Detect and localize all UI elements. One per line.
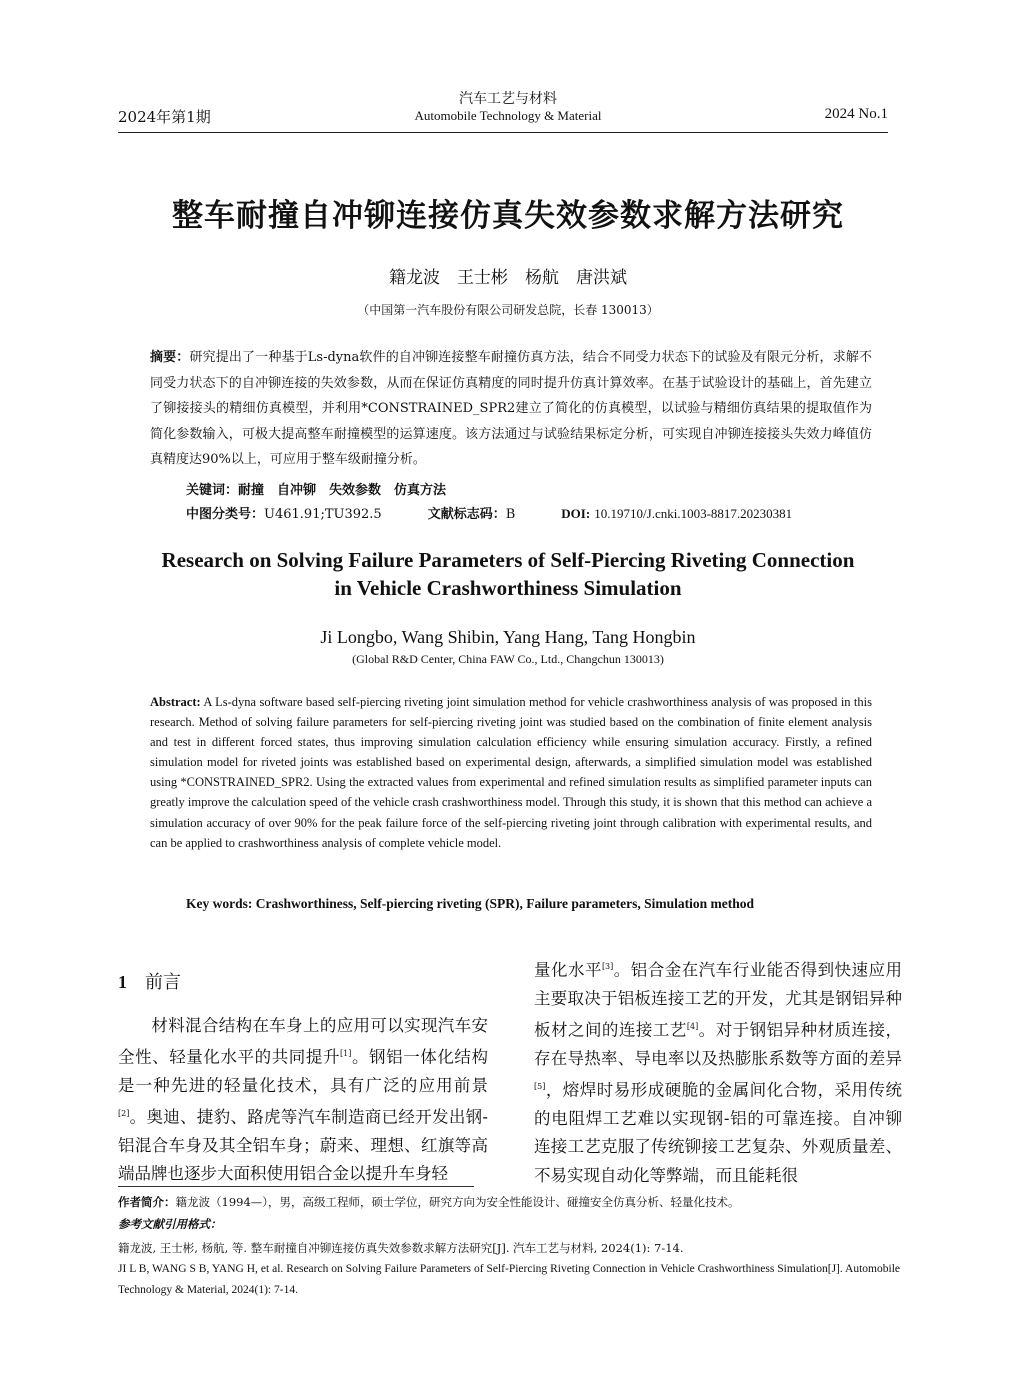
ref-5[interactable]: [5]: [534, 1082, 546, 1092]
affiliation-cn: （中国第一汽车股份有限公司研发总院，长春 130013）: [357, 303, 659, 317]
citation-en: JI L B, WANG S B, YANG H, et al. Research on Solving Failure Parameters of Self-Piercing Riveting Connection in Vehicle Crashworthiness Simulation[J]. Automobile Technology & Material, 2024(1): 7-14.: [118, 1263, 900, 1296]
abstract-en: [150, 692, 872, 853]
section-number: 1: [118, 972, 127, 992]
body-left-p2: 。钢铝一体化结构是一种先进的轻量化技术，具有广泛的应用前景: [118, 1047, 489, 1096]
doi-label: DOI:: [561, 506, 591, 521]
keywords-cn-text: 耐撞 自冲铆 失效参数 仿真方法: [238, 483, 447, 498]
clc-label: 中图分类号：: [186, 507, 265, 522]
body-right-p3: 。对于钢铝异种材质连接，存在导热率、导电率以及热膨胀系数等方面的差异: [534, 1020, 903, 1068]
doc-code-label: 文献标志码：: [427, 507, 506, 522]
clc-value: U461.91;TU392.5: [264, 507, 382, 522]
footnote-author-label: 作者简介：: [118, 1195, 176, 1209]
footnote-rule: [118, 1186, 474, 1187]
header-journal-cn: 汽车工艺与材料: [459, 91, 557, 107]
header-rule: [118, 132, 888, 133]
body-right-p2: 。铝合金在汽车行业能否得到快速应用主要取决于铝板连接工艺的开发，尤其是钢铝异种板材之间的连接工艺: [534, 960, 903, 1040]
section-heading: [118, 968, 181, 994]
ref-3[interactable]: [3]: [601, 962, 614, 971]
keywords-cn-label: 关键词：: [186, 483, 239, 498]
keywords-cn: [186, 479, 446, 498]
classification-row: [186, 503, 886, 522]
footnote-author: [118, 1192, 900, 1213]
abstract-en-text: A Ls-dyna software based self-piercing riveting joint simulation method for vehicle crashworthiness analysis of was proposed in this research. Method of solving failure parameters for self-piercing riveting joint was studied based on the combination of finite element analysis and test in different forced states, thus improving simulation calculation efficiency while ensuring simulation accuracy. Firstly, a refined simulation model for riveted joints was established based on experimental design, afterwards, a simplified simulation model was established using *CONSTRAINED_SPR2. Using the extracted values from experimental and refined simulation results as simplified parameter inputs can greatly improve the calculation speed of the vehicle crash crashworthiness model. Through this study, it is shown that this method can achieve a simulation accuracy of over 90% for the peak failure force of the self-piercing riveting joint through calibration with experimental results, and can be applied to crashworthiness analysis of complete vehicle model.: [150, 695, 872, 850]
paper-title-en: Research on Solving Failure Parameters of Self-Piercing Riveting Connection in Vehicle Crashworthiness Simulation: [161, 548, 855, 600]
footnote-author-text: 籍龙波（1994—），男，高级工程师，硕士学位，研究方向为安全性能设计、碰撞安全仿真分析、轻量化技术。: [175, 1195, 740, 1209]
header-issue-cn: 2024年第1期: [118, 108, 211, 126]
ref-4[interactable]: [4]: [686, 1022, 699, 1032]
paper-title-cn: 整车耐撞自冲铆连接仿真失效参数求解方法研究: [172, 198, 844, 234]
abstract-cn-label: 摘要：: [150, 350, 190, 365]
abstract-cn: [150, 345, 872, 473]
keywords-en-label: Key words:: [186, 896, 253, 911]
doc-code-value: B: [505, 507, 516, 522]
doi-value[interactable]: 10.19710/J.cnki.1003-8817.20230381: [594, 506, 793, 521]
abstract-en-label: Abstract:: [150, 695, 201, 709]
body-column-right: [534, 953, 902, 1190]
citation-format-label: 参考文献引用格式：: [118, 1217, 222, 1231]
citation-cn: 籍龙波, 王士彬, 杨航, 等. 整车耐撞自冲铆连接仿真失效参数求解方法研究[J]. 汽车工艺与材料, 2024(1): 7-14.: [118, 1241, 684, 1255]
body-column-left: [118, 1012, 488, 1189]
body-left-p1: 材料混合结构在车身上的应用可以实现汽车安全性、轻量化水平的共同提升: [118, 1016, 488, 1067]
abstract-cn-text: 研究提出了一种基于Ls-dyna软件的自冲铆连接整车耐撞仿真方法，结合不同受力状态下的试验及有限元分析，求解不同受力状态下的自冲铆连接的失效参数，从而在保证仿真精度的同时提升仿真计算效率。在基于试验设计的基础上，首先建立了铆接接头的精细仿真模型，并利用*CONSTRAINED_SPR2建立了简化的仿真模型，以试验与精细仿真结果的提取值作为简化参数输入，可极大提高整车耐撞模型的运算速度。该方法通过与试验结果标定分析，可实现自冲铆连接接头失效力峰值仿真精度达90%以上，可应用于整车级耐撞分析。: [150, 350, 872, 468]
keywords-en-text: Crashworthiness, Self-piercing riveting (SPR), Failure parameters, Simulation method: [255, 896, 754, 911]
ref-2[interactable]: [2]: [118, 1109, 130, 1119]
authors-cn: 籍龙波 王士彬 杨航 唐洪斌: [389, 268, 627, 288]
authors-en: Ji Longbo, Wang Shibin, Yang Hang, Tang Hongbin: [320, 627, 696, 647]
header-issue-en: 2024 No.1: [824, 106, 888, 122]
section-title: 前言: [145, 972, 181, 993]
ref-1[interactable]: [1]: [340, 1049, 352, 1059]
body-left-p3: 。奥迪、捷豹、路虎等汽车制造商已经开发出钢-铝混合车身及其全铝车身；蔚来、理想、红旗等高端品牌也逐步大面积使用铝合金以提升车身轻: [118, 1107, 488, 1184]
body-right-p1: 量化水平: [534, 960, 602, 980]
body-right-p4: ，熔焊时易形成硬脆的金属间化合物，采用传统的电阻焊工艺难以实现钢-铝的可靠连接。自冲铆连接工艺克服了传统铆接工艺复杂、外观质量差、不易实现自动化等弊端，而且能耗很: [534, 1080, 902, 1185]
header-journal-en: Automobile Technology & Material: [414, 108, 602, 123]
affiliation-en: (Global R&D Center, China FAW Co., Ltd., Changchun 130013): [352, 652, 664, 666]
keywords-en: [186, 896, 754, 912]
